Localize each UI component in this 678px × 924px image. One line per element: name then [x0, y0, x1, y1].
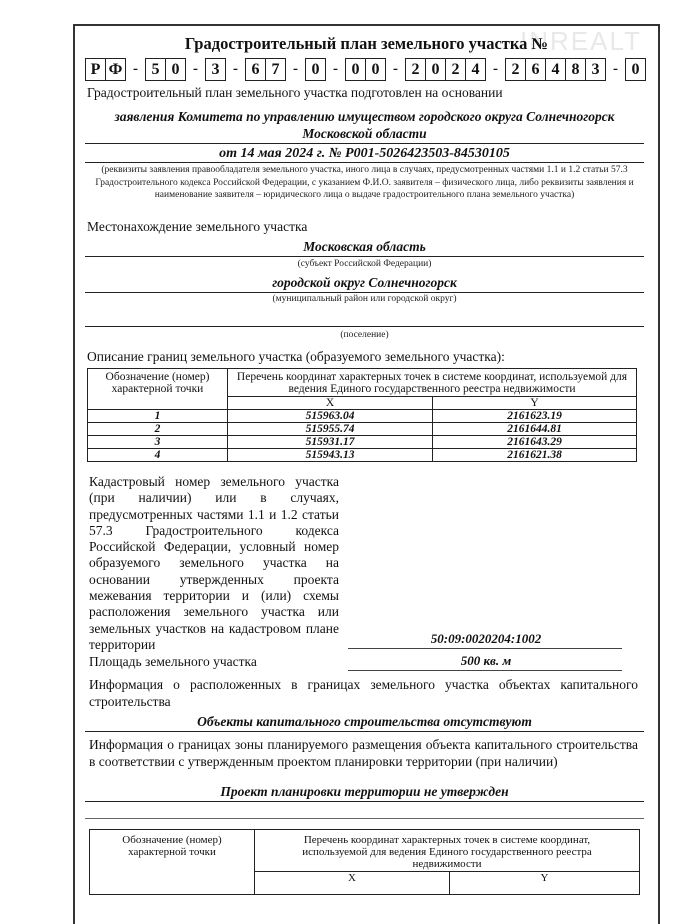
y-value: 2161644.81 [433, 423, 637, 436]
point-number: 2 [88, 423, 228, 436]
number-digit: 0 [311, 60, 320, 78]
number-group [305, 58, 326, 81]
number-group [345, 58, 386, 81]
x-value: 515963.04 [228, 410, 433, 423]
divider [348, 648, 622, 649]
number-digit: 3 [591, 60, 600, 78]
point-number: 4 [88, 449, 228, 462]
document-title: Градостроительный план земельного участка № [184, 34, 549, 53]
cadastral-value: 50:09:0020204:1002 [430, 631, 542, 646]
number-digit: Ф [108, 60, 123, 78]
watermark: INREALT [520, 26, 642, 56]
number-digit: 2 [406, 59, 426, 80]
table-row [88, 449, 637, 462]
number-separator: - [393, 61, 398, 77]
application-line-2: Московской области [302, 126, 427, 141]
number-digit: 0 [426, 59, 446, 80]
number-digit: 7 [271, 60, 280, 78]
application-note: (реквизиты заявления правообладателя земельного участка, иного лица в случаях, предусмотренных частями 1.1 и 1.2 статьи 57.3 Градостроительного кодекса Российской Федерации, с указанием Ф.И.О. заявителя – физического лица, либо реквизиты заявления и наименование заявителя – юридического лица о выдаче градостроительного плана земельного участка) [95, 165, 634, 200]
col-point-header: Обозначение (номер) характерной точки [88, 369, 228, 410]
capital-objects-label: Информация о расположенных в границах земельного участка объектах капитального строительства [89, 677, 638, 709]
cadastral-label: Кадастровый номер земельного участка (при наличии) или в случаях, предусмотренных частями 1.1 и 1.2 статьи 57.3 Градостроительного кодекса Российской Федерации, условный номер образуемого земельного участка на основании утвержденных проекта межевания территории и (или) схемы расположения земельного участка или земельных участков на кадастровом плане территории [89, 474, 339, 652]
number-digit: 2 [506, 59, 526, 80]
number-digit: 4 [546, 59, 566, 80]
number-digit: 8 [566, 59, 586, 80]
district-value: городской округ Солнечногорск [272, 275, 457, 290]
table-row [88, 436, 637, 449]
y-value: 2161623.19 [433, 410, 637, 423]
divider [85, 818, 644, 819]
number-digit: 0 [171, 60, 180, 78]
number-group [85, 58, 126, 81]
area-value: 500 кв. м [460, 653, 512, 668]
application-line-1: заявления Комитета по управлению имуществом городского округа Солнечногорск [114, 109, 615, 124]
x-value: 515955.74 [228, 423, 433, 436]
number-digit: 6 [246, 59, 266, 80]
capital-objects-value: Объекты капитального строительства отсутствуют [197, 714, 532, 729]
prepared-basis-label: Градостроительный план земельного участка подготовлен на основании [87, 85, 503, 100]
number-digit: 0 [631, 60, 640, 78]
number-digit: 6 [526, 59, 546, 80]
divider [85, 326, 644, 327]
planned-zone-value: Проект планировки территории не утвержден [220, 784, 509, 799]
number-separator: - [493, 61, 498, 77]
col-coords-header: Перечень координат характерных точек в системе координат, используемой для ведения Единого государственного реестра недвижимости [228, 369, 637, 397]
boundaries-table [87, 368, 637, 462]
number-digit: 2 [446, 59, 466, 80]
number-group [145, 58, 186, 81]
subject-value: Московская область [303, 239, 426, 254]
col-coords-header: Перечень координат характерных точек в системе координат, используемой для ведения Единого государственного реестра недвижимости [255, 830, 640, 872]
table-row [88, 410, 637, 423]
divider [85, 143, 644, 144]
x-value: 515943.13 [228, 449, 433, 462]
number-separator: - [333, 61, 338, 77]
area-label: Площадь земельного участка [89, 654, 257, 669]
number-group [625, 58, 646, 81]
divider [348, 670, 622, 671]
x-value: 515931.17 [228, 436, 433, 449]
divider [85, 256, 644, 257]
settlement-note: (поселение) [340, 330, 389, 340]
y-value: 2161621.38 [433, 449, 637, 462]
application-text [85, 108, 644, 142]
number-digit: 4 [471, 60, 480, 78]
application-date: от 14 мая 2024 г. № Р001-5026423503-84530105 [219, 146, 510, 161]
number-group [505, 58, 606, 81]
divider [85, 731, 644, 732]
divider [85, 162, 644, 163]
point-number: 1 [88, 410, 228, 423]
boundaries-label: Описание границ земельного участка (образуемого земельного участка): [87, 349, 505, 364]
table-row [88, 423, 637, 436]
number-digit: Р [86, 59, 106, 80]
number-separator: - [293, 61, 298, 77]
col-point-header: Обозначение (номер) характерной точки [90, 830, 255, 895]
divider [85, 801, 644, 802]
col-x-header: X [255, 872, 450, 895]
number-group [405, 58, 486, 81]
location-label: Местонахождение земельного участка [87, 219, 308, 234]
col-x-header: X [228, 397, 433, 410]
number-separator: - [613, 61, 618, 77]
col-y-header: Y [433, 397, 637, 410]
planned-zone-label: Информация о границах зоны планируемого размещения объекта капитального строительства в соответствии с утвержденным проектом планировки территории (при наличии) [89, 737, 638, 769]
plan-number [85, 58, 646, 81]
point-number: 3 [88, 436, 228, 449]
subject-note: (субъект Российской Федерации) [297, 259, 432, 269]
number-digit: 0 [371, 60, 380, 78]
district-note: (муниципальный район или городской округ) [272, 294, 457, 304]
number-digit: 0 [346, 59, 366, 80]
number-separator: - [133, 61, 138, 77]
number-digit: 5 [146, 59, 166, 80]
zone-table [89, 829, 640, 895]
number-separator: - [193, 61, 198, 77]
number-separator: - [233, 61, 238, 77]
y-value: 2161643.29 [433, 436, 637, 449]
number-group [245, 58, 286, 81]
col-y-header: Y [450, 872, 640, 895]
number-group [205, 58, 226, 81]
number-digit: 3 [211, 60, 220, 78]
document-page [73, 24, 660, 924]
